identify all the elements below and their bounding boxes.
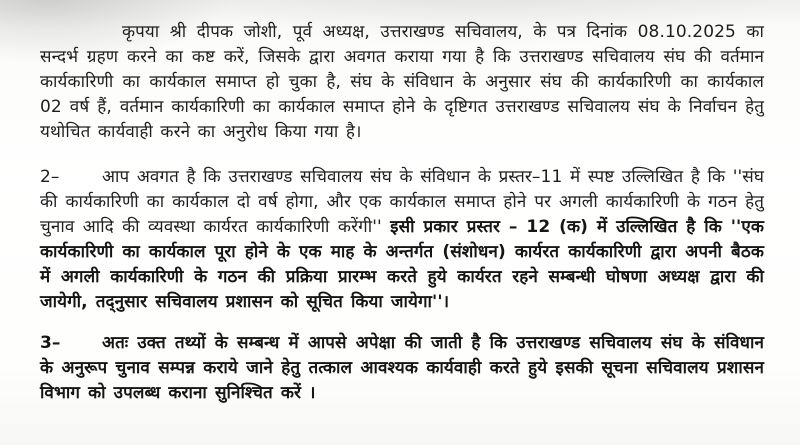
paragraph-2	[40, 165, 764, 315]
paragraph-3-number: 3–	[40, 333, 61, 353]
paragraph-1: कृपया श्री दीपक जोशी, पूर्व अध्यक्ष, उत्तराखण्ड सचिवालय, के पत्र दिनांक 08.10.2025 का सन्दर्भ ग्रहण करने का कष्ट करें, जिसके द्वारा अवगत कराया गया है कि उत्तराखण्ड सचिवालय संघ की वर्तमान कार्यकारिणी का कार्यकाल समाप्त हो चुका है, संघ के संविधान के अनुसार संघ की कार्यकारिणी का कार्यकाल 02 वर्ष हैं, वर्तमान कार्यकारिणी का कार्यकाल समाप्त होने के दृष्टिगत उत्तराखण्ड सचिवालय संघ के निर्वाचन हेतु यथोचित कार्यवाही करने का अनुरोध किया गया है।	[40, 22, 764, 142]
paragraph-2-number: 2–	[40, 167, 60, 187]
paragraph-3	[40, 331, 764, 406]
paragraph-2-text: आप अवगत है कि उत्तराखण्ड सचिवालय संघ के संविधान के प्रस्तर–11 में स्पष्ट उल्लिखित है कि ''संघ की कार्यकारिणी का कार्यकाल दो वर्ष होगा, और एक कार्यकाल समाप्त होने पर अगली कार्यकारिणी के गठन हेतु चुनाव आदि की व्यवस्था कार्यरत कार्यकारिणी करेंगी''	[40, 167, 764, 237]
paragraph-2-text-bold: इसी प्रकार प्रस्तर – 12 (क) में उल्लिखित है कि ''एक कार्यकारिणी का कार्यकाल पूरा होने के एक माह के अन्तर्गत (संशोधन) कार्यरत कार्यकारिणी द्वारा अपनी बैठक में अगली कार्यकारिणी के गठन की प्रक्रिया प्रारम्भ करते हुये कार्यरत रहने सम्बन्धी घोषणा अध्यक्ष द्वारा की जायेगी, तद्नुसार सचिवालय प्रशासन को सूचित किया जायेगा''।	[40, 217, 764, 312]
paragraph-3-text: अतः उक्त तथ्यों के सम्बन्ध में आपसे अपेक्षा की जाती है कि उत्तराखण्ड सचिवालय संघ के संविधान के अनुरूप चुनाव सम्पन्न कराये जाने हेतु तत्काल आवश्यक कार्यवाही करते हुये इसकी सूचना सचिवालय प्रशासन विभाग को उपलब्ध कराना सुनिश्चित करें ।	[40, 333, 764, 403]
